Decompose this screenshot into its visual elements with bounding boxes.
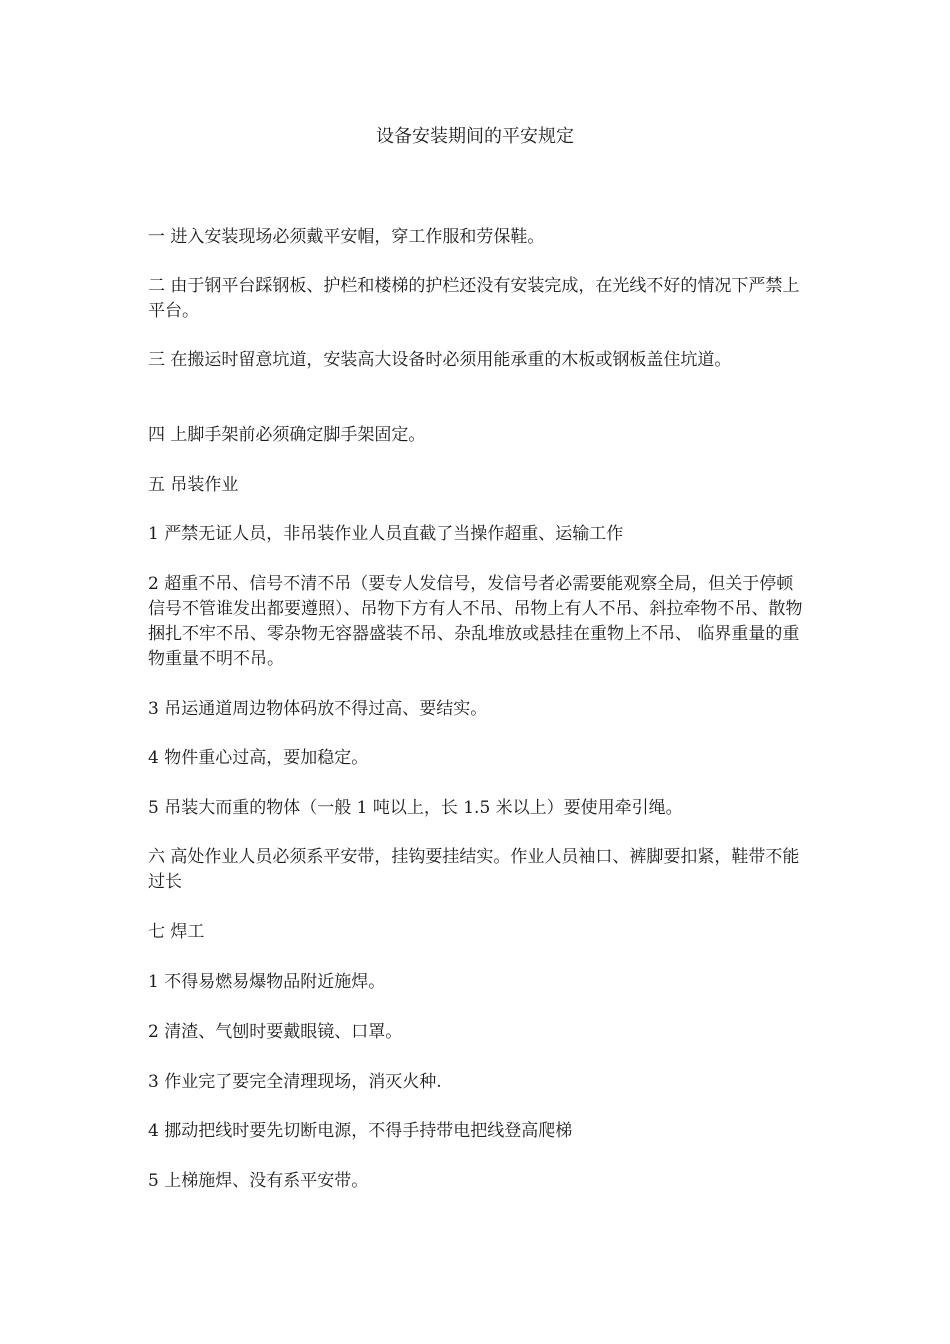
paragraph-7-4: 4 挪动把线时要先切断电源，不得手持带电把线登高爬梯 xyxy=(148,1121,573,1141)
paragraph-7-1: 1 不得易燃易爆物品附近施焊。 xyxy=(148,972,386,992)
section-heading-5: 五 吊装作业 xyxy=(148,475,239,495)
section-heading-7: 七 焊工 xyxy=(148,922,205,942)
paragraph-4: 四 上脚手架前必须确定脚手架固定。 xyxy=(148,425,426,445)
paragraph-5-5: 5 吊装大而重的物体（一般 1 吨以上，长 1.5 米以上）要使用牵引绳。 xyxy=(148,798,683,818)
paragraph-5-4: 4 物件重心过高，要加稳定。 xyxy=(148,748,369,768)
paragraph-7-3: 3 作业完了要完全清理现场，消灭火种. xyxy=(148,1072,442,1092)
paragraph-5-3: 3 吊运通道周边物体码放不得过高、要结实。 xyxy=(148,699,488,719)
paragraph-6: 六 高处作业人员必须系平安带，挂钩要挂结实。作业人员袖口、裤脚要扣紧，鞋带不能过长 xyxy=(148,847,800,892)
paragraph-5-2: 2 超重不吊、信号不清不吊（要专人发信号，发信号者必需要能观察全局，但关于停顿信号不管谁发出都要遵照）、吊物下方有人不吊、吊物上有人不吊、斜拉牵物不吊、散物捆扎不牢不吊、零杂物无容器盛装不吊、杂乱堆放或悬挂在重物上不吊、 临界重量的重物重量不明不吊。 xyxy=(148,574,803,669)
paragraph-1: 一 进入安装现场必须戴平安帽，穿工作服和劳保鞋。 xyxy=(148,227,545,247)
paragraph-3: 三 在搬运时留意坑道，安装高大设备时必须用能承重的木板或钢板盖住坑道。 xyxy=(148,350,732,370)
paragraph-7-2: 2 清渣、气刨时要戴眼镜、口罩。 xyxy=(148,1022,403,1042)
paragraph-5-1: 1 严禁无证人员，非吊装作业人员直截了当操作超重、运输工作 xyxy=(148,524,624,544)
paragraph-7-5: 5 上梯施焊、没有系平安带。 xyxy=(148,1171,369,1191)
document-title: 设备安装期间的平安规定 xyxy=(376,126,574,147)
paragraph-2: 二 由于钢平台踩钢板、护栏和楼梯的护栏还没有安装完成，在光线不好的情况下严禁上平台。 xyxy=(148,276,800,321)
